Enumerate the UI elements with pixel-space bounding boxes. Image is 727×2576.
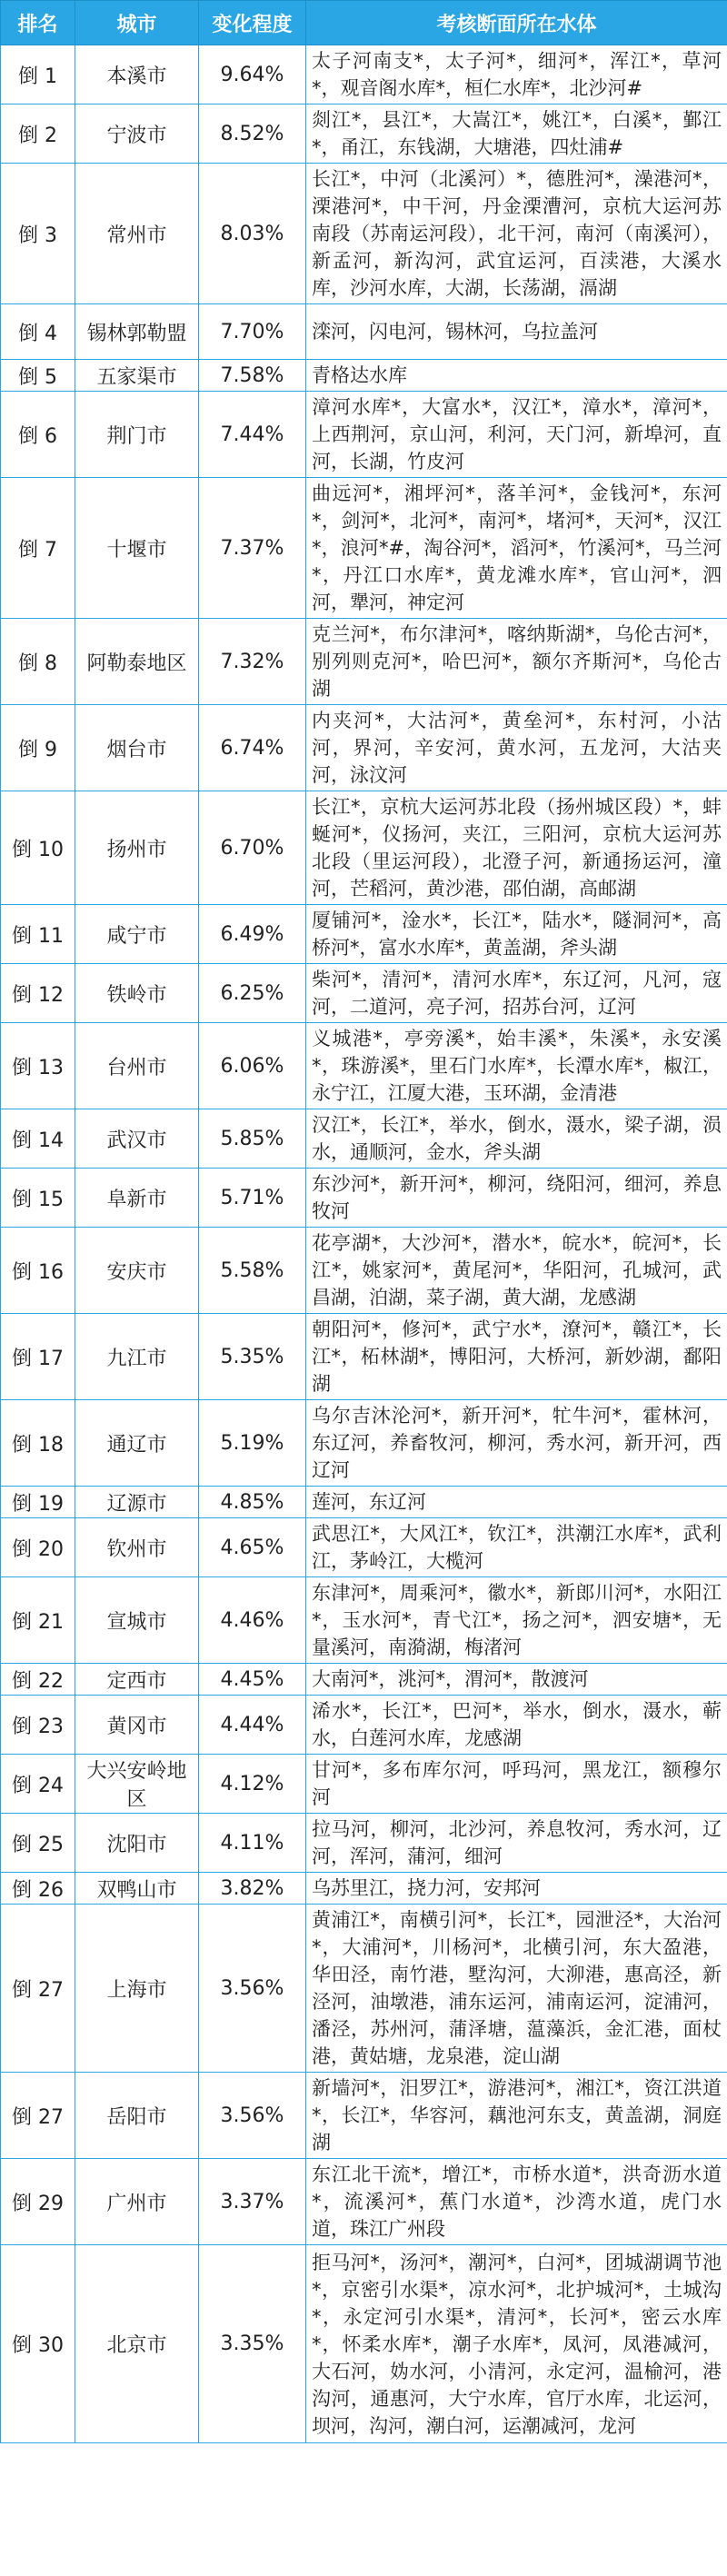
water-body-cell: 剡江*，县江*，大嵩江*，姚江*，白溪*，鄞江*，甬江，东钱湖，大塘港，四灶浦# <box>306 104 727 164</box>
rank-cell: 倒 8 <box>1 619 75 705</box>
table-row <box>1 1696 727 1755</box>
city-cell: 铁岭市 <box>75 964 199 1023</box>
rank-cell: 倒 11 <box>1 905 75 964</box>
city-cell: 双鸭山市 <box>75 1873 199 1905</box>
water-body-cell: 大南河*，洮河*，渭河*，散渡河 <box>306 1664 727 1696</box>
city-cell: 本溪市 <box>75 45 199 104</box>
water-body-cell: 黄浦江*，南横引河*，长江*，园泄泾*，大治河*，大浦河*，川杨河*，北横引河，东大盈港，华田泾，南竹港，墅沟河，大泖港，惠高泾，新泾河，油墩港，浦东运河，浦南运河，淀浦河，潘泾，苏州河，蒲泽塘，蕰藻浜，金汇港，面杖港，黄姑塘，龙泉港，淀山湖 <box>306 1905 727 2073</box>
rank-cell: 倒 21 <box>1 1577 75 1664</box>
header-water-body: 考核断面所在水体 <box>306 1 727 45</box>
rank-cell: 倒 12 <box>1 964 75 1023</box>
city-cell: 常州市 <box>75 164 199 304</box>
rank-cell: 倒 27 <box>1 1905 75 2073</box>
rank-cell: 倒 1 <box>1 45 75 104</box>
water-body-cell: 花亭湖*，大沙河*，潜水*，皖水*，皖河*，长江*，姚家河*，黄尾河*，华阳河，孔城河，武昌湖，泊湖，菜子湖，黄大湖，龙感湖 <box>306 1228 727 1314</box>
water-body-cell: 内夹河*，大沽河*，黄垒河*，东村河，小沽河，界河，辛安河，黄水河，五龙河，大沽夹河，泳汶河 <box>306 705 727 791</box>
city-cell: 钦州市 <box>75 1518 199 1577</box>
table-row <box>1 905 727 964</box>
change-cell: 7.58% <box>199 360 306 392</box>
rank-cell: 倒 9 <box>1 705 75 791</box>
change-cell: 4.85% <box>199 1487 306 1518</box>
table-row <box>1 1109 727 1169</box>
change-cell: 5.85% <box>199 1109 306 1169</box>
city-cell: 咸宁市 <box>75 905 199 964</box>
table-row <box>1 1518 727 1577</box>
change-cell: 6.74% <box>199 705 306 791</box>
water-body-cell: 东江北干流*，增江*，市桥水道*，洪奇沥水道*，流溪河*，蕉门水道*，沙湾水道，虎门水道，珠江广州段 <box>306 2159 727 2245</box>
city-cell: 北京市 <box>75 2245 199 2443</box>
rank-cell: 倒 13 <box>1 1023 75 1109</box>
table-row <box>1 104 727 164</box>
table-body <box>1 45 727 2443</box>
table-row <box>1 360 727 392</box>
rank-cell: 倒 5 <box>1 360 75 392</box>
city-cell: 沈阳市 <box>75 1814 199 1873</box>
change-cell: 6.25% <box>199 964 306 1023</box>
rank-cell: 倒 14 <box>1 1109 75 1169</box>
city-cell: 岳阳市 <box>75 2073 199 2159</box>
rank-cell: 倒 23 <box>1 1696 75 1755</box>
rank-cell: 倒 4 <box>1 304 75 360</box>
change-cell: 6.49% <box>199 905 306 964</box>
water-body-cell: 长江*，中河（北溪河）*，德胜河*，澡港河*，溧港河*，中干河，丹金溧漕河，京杭大运河苏南段（苏南运河段），北干河，南河（南溪河），新孟河，新沟河，武宜运河，百渎港，大溪水库，沙河水库，大湖，长荡湖，滆湖 <box>306 164 727 304</box>
change-cell: 6.06% <box>199 1023 306 1109</box>
rank-cell: 倒 7 <box>1 478 75 619</box>
city-cell: 宁波市 <box>75 104 199 164</box>
water-body-cell: 甘河*，多布库尔河，呼玛河，黑龙江，额穆尔河 <box>306 1755 727 1814</box>
city-cell: 十堰市 <box>75 478 199 619</box>
rank-cell: 倒 3 <box>1 164 75 304</box>
change-cell: 4.44% <box>199 1696 306 1755</box>
change-cell: 8.52% <box>199 104 306 164</box>
rank-cell: 倒 20 <box>1 1518 75 1577</box>
table-row <box>1 1400 727 1487</box>
city-cell: 黄冈市 <box>75 1696 199 1755</box>
table-row <box>1 45 727 104</box>
table-row <box>1 2073 727 2159</box>
water-body-cell: 乌苏里江，挠力河，安邦河 <box>306 1873 727 1905</box>
table-row <box>1 2159 727 2245</box>
water-body-cell: 莲河，东辽河 <box>306 1487 727 1518</box>
rank-cell: 倒 26 <box>1 1873 75 1905</box>
city-cell: 烟台市 <box>75 705 199 791</box>
change-cell: 9.64% <box>199 45 306 104</box>
change-cell: 5.19% <box>199 1400 306 1487</box>
change-cell: 8.03% <box>199 164 306 304</box>
city-cell: 大兴安岭地区 <box>75 1755 199 1814</box>
water-body-cell: 义城港*，亭旁溪*，始丰溪*，朱溪*，永安溪*，珠游溪*，里石门水库*，长潭水库*，椒江，永宁江，江厦大港，玉环湖，金清港 <box>306 1023 727 1109</box>
water-body-cell: 漳河水库*，大富水*，汉江*，漳水*，漳河*，上西荆河，京山河，利河，天门河，新埠河，直河，长湖，竹皮河 <box>306 392 727 478</box>
water-body-cell: 东津河*，周乘河*，徽水*，新郎川河*，水阳江*，玉水河*，青弋江*，扬之河*，泗安塘*，无量溪河，南漪湖，梅渚河 <box>306 1577 727 1664</box>
rank-cell: 倒 27 <box>1 2073 75 2159</box>
table-row <box>1 164 727 304</box>
change-cell: 5.71% <box>199 1169 306 1228</box>
table-row <box>1 392 727 478</box>
rank-cell: 倒 10 <box>1 791 75 905</box>
change-cell: 4.46% <box>199 1577 306 1664</box>
city-cell: 通辽市 <box>75 1400 199 1487</box>
change-cell: 3.35% <box>199 2245 306 2443</box>
table-row <box>1 1905 727 2073</box>
city-cell: 阜新市 <box>75 1169 199 1228</box>
table-row <box>1 478 727 619</box>
table-row <box>1 1814 727 1873</box>
change-cell: 7.37% <box>199 478 306 619</box>
city-cell: 广州市 <box>75 2159 199 2245</box>
rank-cell: 倒 16 <box>1 1228 75 1314</box>
change-cell: 6.70% <box>199 791 306 905</box>
table-row <box>1 304 727 360</box>
city-cell: 定西市 <box>75 1664 199 1696</box>
table-row <box>1 1169 727 1228</box>
header-city: 城市 <box>75 1 199 45</box>
city-cell: 锡林郭勒盟 <box>75 304 199 360</box>
change-cell: 5.35% <box>199 1314 306 1400</box>
water-body-cell: 新墙河*，汨罗江*，游港河*，湘江*，资江洪道*，长江*，华容河，藕池河东支，黄盖湖，洞庭湖 <box>306 2073 727 2159</box>
water-body-cell: 朝阳河*，修河*，武宁水*，潦河*，赣江*，长江*，柘林湖*，博阳河，大桥河，新妙湖，鄱阳湖 <box>306 1314 727 1400</box>
table-row <box>1 1023 727 1109</box>
city-cell: 上海市 <box>75 1905 199 2073</box>
change-cell: 3.37% <box>199 2159 306 2245</box>
rank-cell: 倒 18 <box>1 1400 75 1487</box>
water-body-cell: 曲远河*，湘坪河*，落羊河*，金钱河*，东河*，剑河*，北河*，南河*，堵河*，天河*，汉江*，浪河*#，淘谷河*，滔河*，竹溪河*，马兰河*，丹江口水库*，黄龙滩水库*，官山河*，泗河，犟河，神定河 <box>306 478 727 619</box>
city-cell: 台州市 <box>75 1023 199 1109</box>
city-cell: 武汉市 <box>75 1109 199 1169</box>
table-row <box>1 964 727 1023</box>
water-body-cell: 浠水*，长江*，巴河*，举水，倒水，滠水，蕲水，白莲河水库，龙感湖 <box>306 1696 727 1755</box>
change-cell: 3.82% <box>199 1873 306 1905</box>
change-cell: 7.32% <box>199 619 306 705</box>
city-cell: 九江市 <box>75 1314 199 1400</box>
city-cell: 宣城市 <box>75 1577 199 1664</box>
water-body-cell: 乌尔吉沐沦河*，新开河*，牤牛河*，霍林河，东辽河，养畜牧河，柳河，秀水河，新开河，西辽河 <box>306 1400 727 1487</box>
water-body-cell: 东沙河*，新开河*，柳河，绕阳河，细河，养息牧河 <box>306 1169 727 1228</box>
water-body-cell: 长江*，京杭大运河苏北段（扬州城区段）*，蚌蜒河*，仪扬河，夹江，三阳河，京杭大运河苏北段（里运河段），北澄子河，新通扬运河，潼河，芒稻河，黄沙港，邵伯湖，高邮湖 <box>306 791 727 905</box>
table-row <box>1 2245 727 2443</box>
header-change: 变化程度 <box>199 1 306 45</box>
rank-cell: 倒 29 <box>1 2159 75 2245</box>
table-row <box>1 1873 727 1905</box>
water-body-cell: 青格达水库 <box>306 360 727 392</box>
water-body-cell: 拉马河，柳河，北沙河，养息牧河，秀水河，辽河，浑河，蒲河，细河 <box>306 1814 727 1873</box>
rank-cell: 倒 24 <box>1 1755 75 1814</box>
city-cell: 五家渠市 <box>75 360 199 392</box>
table-row <box>1 705 727 791</box>
table-row <box>1 1755 727 1814</box>
water-body-cell: 柴河*，清河*，清河水库*，东辽河，凡河，寇河，二道河，亮子河，招苏台河，辽河 <box>306 964 727 1023</box>
water-body-cell: 太子河南支*，太子河*，细河*，浑江*，草河*，观音阁水库*，桓仁水库*，北沙河# <box>306 45 727 104</box>
city-cell: 安庆市 <box>75 1228 199 1314</box>
table-row <box>1 1577 727 1664</box>
table-row <box>1 1487 727 1518</box>
change-cell: 5.58% <box>199 1228 306 1314</box>
rank-cell: 倒 15 <box>1 1169 75 1228</box>
change-cell: 4.65% <box>199 1518 306 1577</box>
header-rank: 排名 <box>1 1 75 45</box>
table-row <box>1 791 727 905</box>
change-cell: 7.44% <box>199 392 306 478</box>
header-row <box>1 1 727 45</box>
water-body-cell: 克兰河*，布尔津河*，喀纳斯湖*，乌伦古河*，别列则克河*，哈巴河*，额尔齐斯河*，乌伦古湖 <box>306 619 727 705</box>
change-cell: 7.70% <box>199 304 306 360</box>
water-body-cell: 厦铺河*，淦水*，长江*，陆水*，隧洞河*，高桥河*，富水水库*，黄盖湖，斧头湖 <box>306 905 727 964</box>
water-body-cell: 武思江*，大风江*，钦江*，洪潮江水库*，武利江，茅岭江，大榄河 <box>306 1518 727 1577</box>
change-cell: 4.12% <box>199 1755 306 1814</box>
change-cell: 3.56% <box>199 1905 306 2073</box>
table-row <box>1 1664 727 1696</box>
city-cell: 扬州市 <box>75 791 199 905</box>
table-row <box>1 1314 727 1400</box>
water-body-cell: 拒马河*，汤河*，潮河*，白河*，团城湖调节池*，京密引水渠*，凉水河*，北护城河*，土城沟*，永定河引水渠*，清河*，长河*，密云水库*，怀柔水库*，潮子水库*，凤河，凤港减河，大石河，妫水河，小清河，永定河，温榆河，港沟河，通惠河，大宁水库，官厅水库，北运河，坝河，沟河，潮白河，运潮减河，龙河 <box>306 2245 727 2443</box>
city-cell: 阿勒泰地区 <box>75 619 199 705</box>
change-cell: 3.56% <box>199 2073 306 2159</box>
rank-cell: 倒 17 <box>1 1314 75 1400</box>
rank-cell: 倒 25 <box>1 1814 75 1873</box>
rank-cell: 倒 22 <box>1 1664 75 1696</box>
city-cell: 荆门市 <box>75 392 199 478</box>
table-row <box>1 619 727 705</box>
table-row <box>1 1228 727 1314</box>
rank-cell: 倒 2 <box>1 104 75 164</box>
water-body-cell: 汉江*，长江*，举水，倒水，滠水，梁子湖，涢水，通顺河，金水，斧头湖 <box>306 1109 727 1169</box>
rank-cell: 倒 6 <box>1 392 75 478</box>
change-cell: 4.11% <box>199 1814 306 1873</box>
city-cell: 辽源市 <box>75 1487 199 1518</box>
water-body-cell: 滦河，闪电河，锡林河，乌拉盖河 <box>306 304 727 360</box>
rank-cell: 倒 19 <box>1 1487 75 1518</box>
change-cell: 4.45% <box>199 1664 306 1696</box>
rank-cell: 倒 30 <box>1 2245 75 2443</box>
